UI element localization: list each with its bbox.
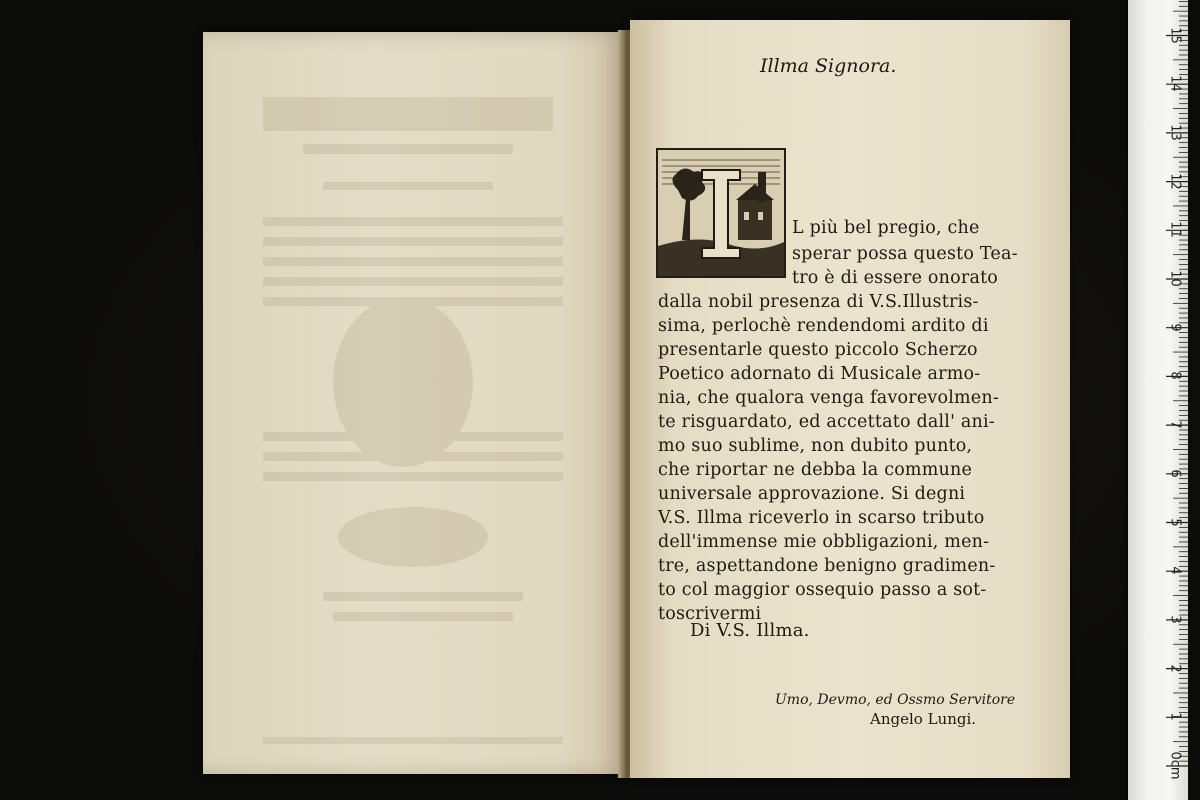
left-page bbox=[203, 32, 623, 774]
body-line: presentarle questo piccolo Scherzo bbox=[658, 340, 978, 360]
body-line: V.S. Illma riceverlo in scarso tributo bbox=[658, 508, 985, 528]
body-line: tre, aspettandone benigno gradimen- bbox=[658, 556, 996, 576]
ruler-number: 9 bbox=[1167, 323, 1183, 332]
ruler-number: 8 bbox=[1167, 371, 1183, 381]
body-line: te risguardato, ed accettato dall' ani- bbox=[658, 412, 995, 432]
woodcut-initial-icon bbox=[658, 150, 784, 276]
body-line: L più bel pregio, che bbox=[792, 218, 980, 238]
ruler-number: 15 bbox=[1167, 26, 1183, 44]
ruler-number: 10 bbox=[1167, 270, 1183, 287]
body-line: sima, perlochè rendendomi ardito di bbox=[658, 316, 989, 336]
ruler-number: 6 bbox=[1167, 469, 1183, 478]
body-line: toscrivermi bbox=[658, 604, 762, 624]
ruler-number: 2 bbox=[1167, 663, 1183, 673]
closing-line: Di V.S. Illma. bbox=[690, 620, 810, 641]
ruler-number: 1 bbox=[1167, 712, 1183, 721]
show-through-ghost bbox=[203, 32, 623, 774]
ruler-number: 5 bbox=[1167, 517, 1183, 527]
decorated-initial bbox=[656, 148, 786, 278]
body-line: to col maggior ossequio passo a sot- bbox=[658, 580, 987, 600]
ruler-number: 11 bbox=[1167, 221, 1183, 239]
page-heading: Illma Signora. bbox=[760, 55, 897, 77]
ruler-number: 3 bbox=[1167, 615, 1183, 624]
signature-name: Angelo Lungi. bbox=[870, 710, 977, 728]
body-line: Poetico adornato di Musicale armo- bbox=[658, 364, 981, 384]
signature-line: Umo, Devmo, ed Ossmo Servitore bbox=[775, 692, 1016, 708]
ruler-number: 7 bbox=[1167, 420, 1183, 429]
body-line: nia, che qualora venga favorevolmen- bbox=[658, 388, 999, 408]
body-line: che riportar ne debba la commune bbox=[658, 460, 973, 480]
ruler-number: 13 bbox=[1167, 124, 1183, 141]
body-line: dell'immense mie obbligazioni, men- bbox=[658, 532, 990, 552]
body-line: tro è di essere onorato bbox=[792, 268, 999, 288]
body-line: universale approvazione. Si degni bbox=[658, 484, 966, 504]
ruler-number: 0cm bbox=[1167, 751, 1183, 780]
ruler-number: 4 bbox=[1167, 566, 1183, 575]
body-line: dalla nobil presenza di V.S.Illustris- bbox=[658, 292, 979, 312]
body-line: sperar possa questo Tea- bbox=[792, 244, 1018, 264]
body-line: mo suo sublime, non dubito punto, bbox=[658, 436, 973, 456]
ruler-number: 14 bbox=[1167, 75, 1183, 92]
ruler-number: 12 bbox=[1167, 172, 1183, 190]
